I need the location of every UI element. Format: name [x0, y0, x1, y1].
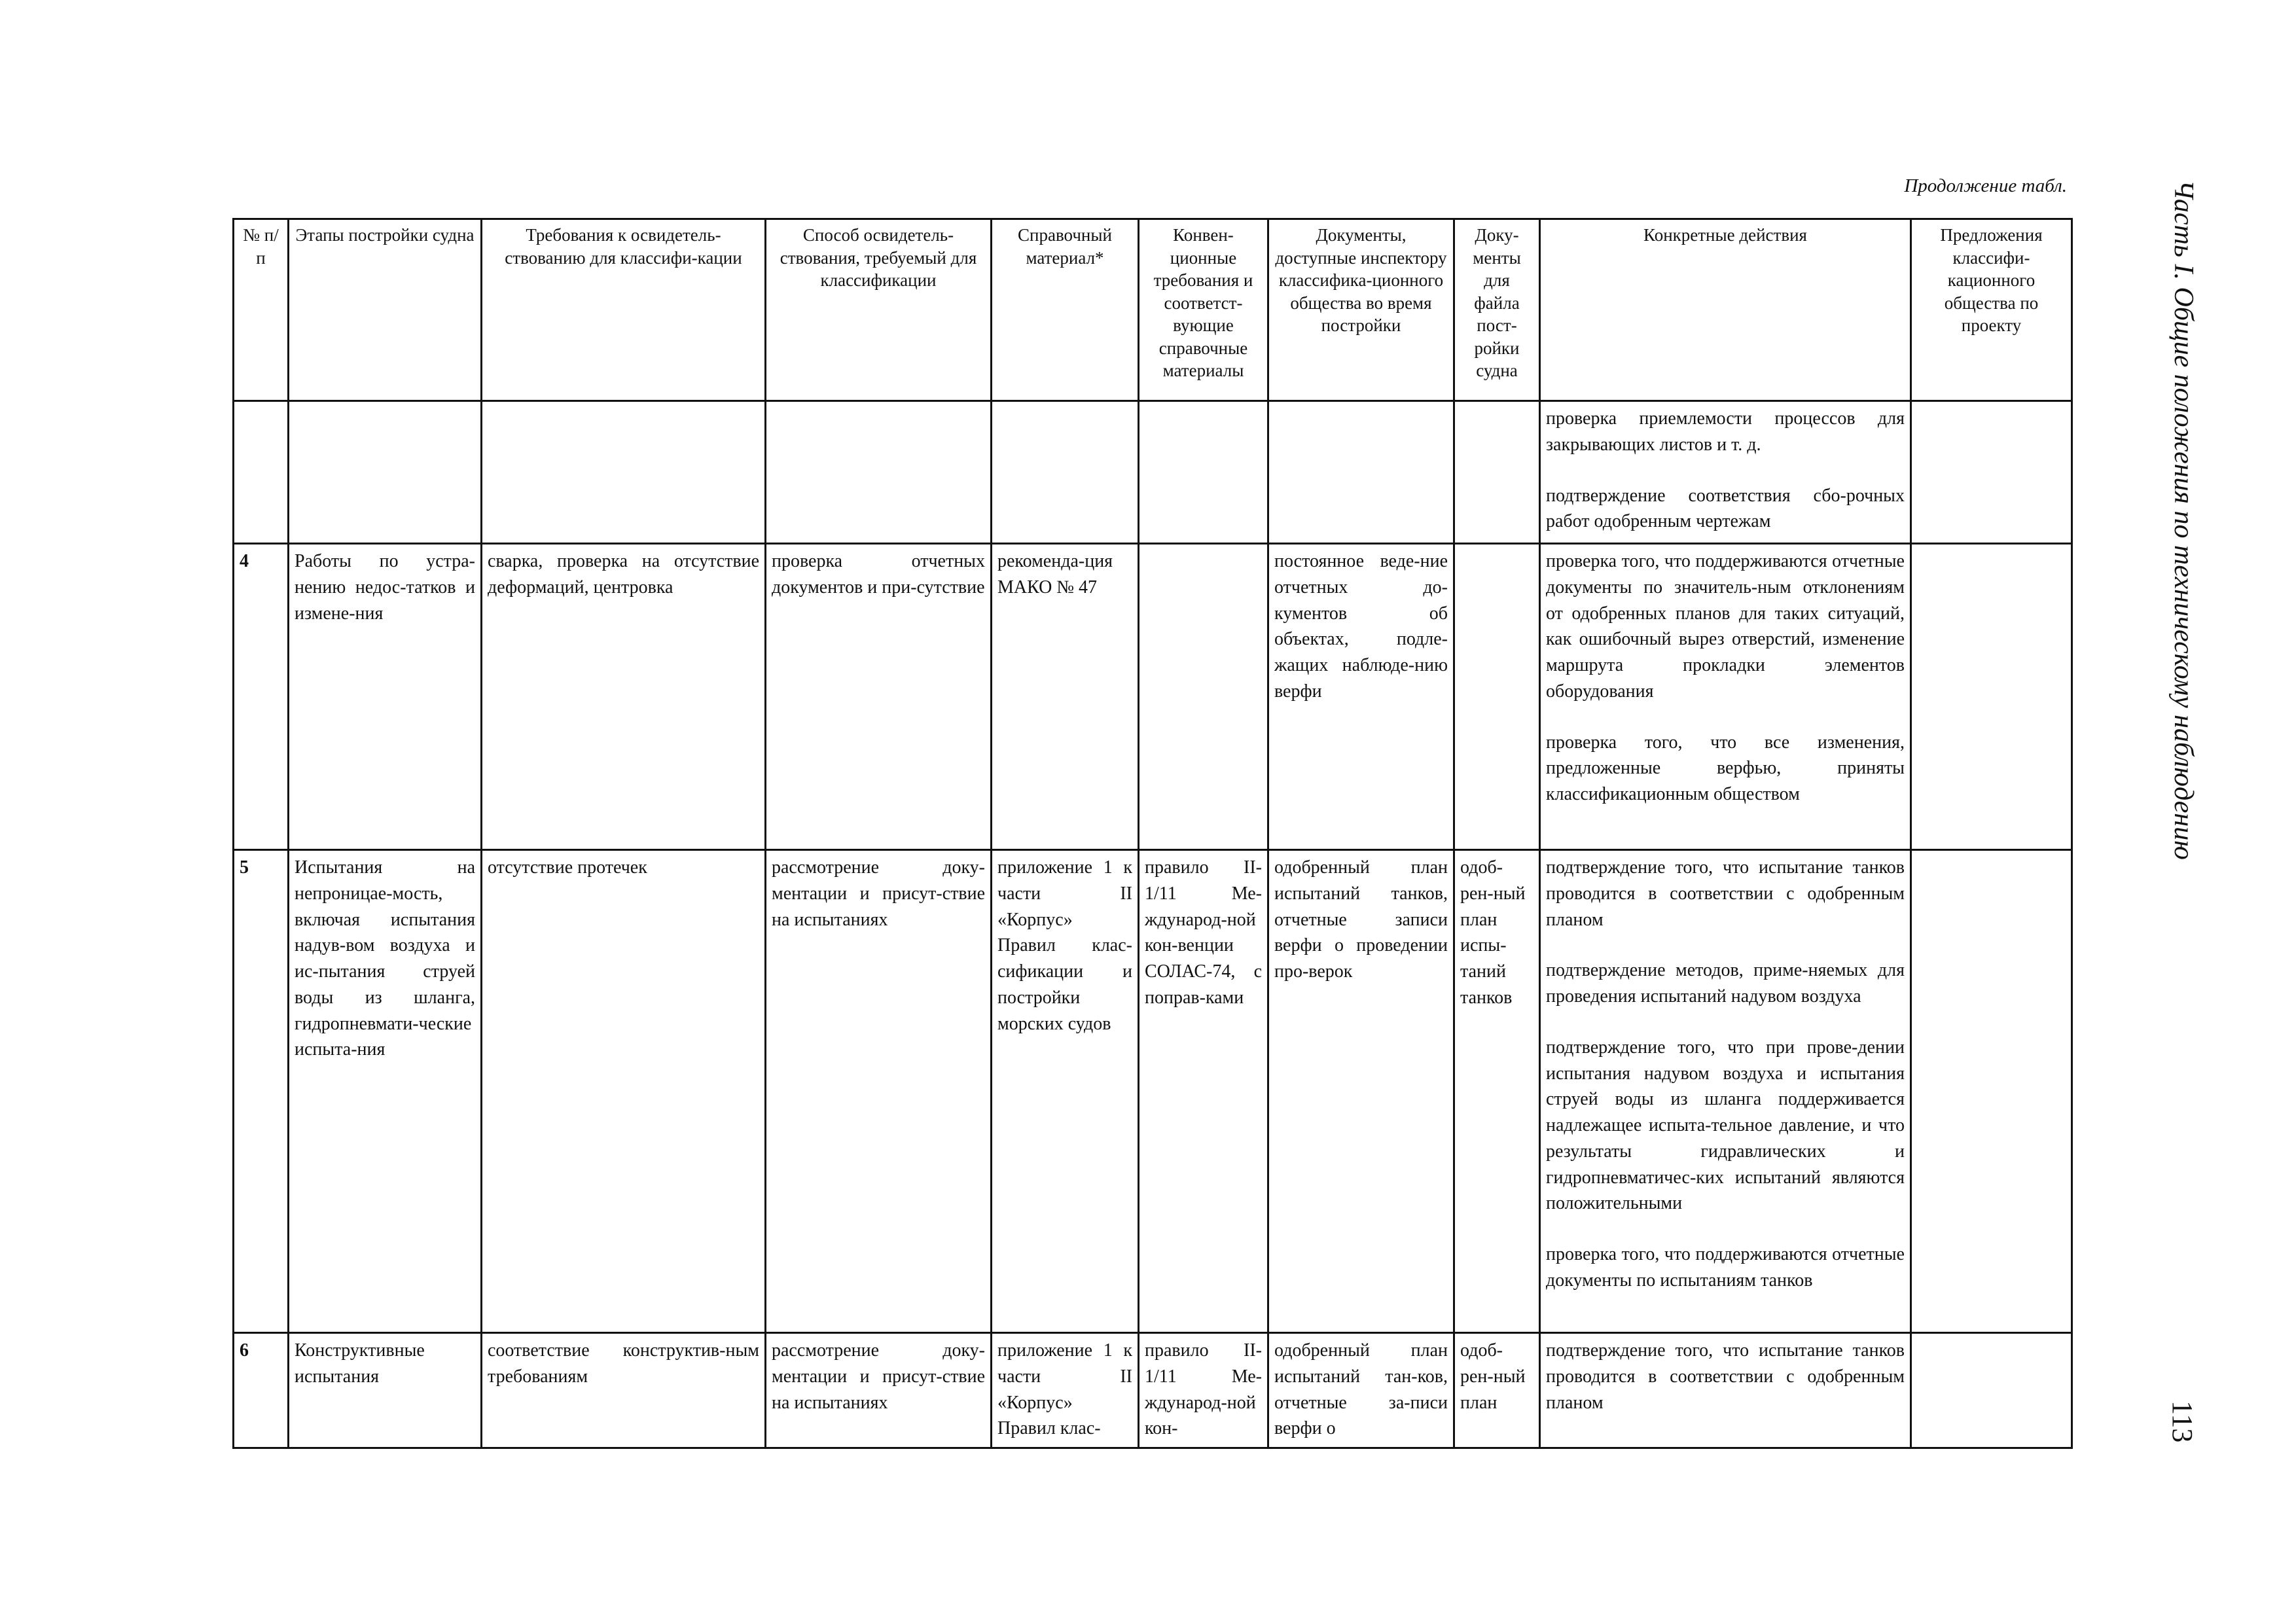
cell-proposals [1911, 401, 2072, 544]
cell-convention: правило II-1/11 Ме-ждународ-ной кон-венции СОЛАС-74, с поправ-ками [1139, 850, 1268, 1333]
cell-requirements: отсутствие протечек [482, 850, 766, 1333]
action-item: подтверждение того, что испытание танков проводится в соответствии с одобренным планом [1546, 1340, 1905, 1413]
header-convention: Конвен-ционные требования и соответст-вующие справочные материалы [1139, 219, 1268, 401]
action-item: подтверждение того, что испытание танков проводится в соответствии с одобренным планом [1546, 857, 1905, 930]
cell-requirements: соответствие конструктив-ным требованиям [482, 1333, 766, 1448]
cell-documents: одобренный план испытаний танков, отчетные записи верфи о проведении про-верок [1268, 850, 1454, 1333]
header-reference: Справочный материал* [992, 219, 1139, 401]
page-number: 113 [2166, 1400, 2198, 1443]
action-item: проверка того, что все изменения, предложенные верфью, приняты классификационным обществом [1546, 732, 1905, 804]
cell-actions [1540, 401, 1911, 544]
cell-documents: постоянное веде-ние отчетных до-кументов об объектах, подле-жащих наблюде-нию верфи [1268, 544, 1454, 850]
header-file-docs: Доку-менты для файла пост-ройки судна [1454, 219, 1540, 401]
header-stage: Этапы постройки судна [289, 219, 482, 401]
action-item: подтверждение методов, приме-няемых для проведения испытаний надувом воздуха [1546, 960, 1905, 1007]
cell-documents: одобренный план испытаний тан-ков, отчетные за-писи верфи о [1268, 1333, 1454, 1448]
cell-file-docs: одоб-рен-ный план испы-таний танков [1454, 850, 1540, 1333]
cell-actions [1540, 1333, 1911, 1448]
cell-stage: Конструктивные испытания [289, 1333, 482, 1448]
cell-method: рассмотрение доку-ментации и присут-ствие на испытаниях [766, 1333, 992, 1448]
cell-requirements [482, 401, 766, 544]
cell-method [766, 401, 992, 544]
survey-table [232, 218, 2073, 1449]
cell-reference [992, 401, 1139, 544]
cell-actions [1540, 544, 1911, 850]
header-method: Способ освидетель-ствования, требуемый для классификации [766, 219, 992, 401]
table-row [234, 544, 2072, 850]
header-actions: Конкретные действия [1540, 219, 1911, 401]
cell-proposals [1911, 850, 2072, 1333]
header-documents: Документы, доступные инспектору классифика-ционного общества во время постройки [1268, 219, 1454, 401]
cell-convention: правило II-1/11 Ме-ждународ-ной кон- [1139, 1333, 1268, 1448]
cell-reference: приложение 1 к части II «Корпус» Правил клас- [992, 1333, 1139, 1448]
cell-stage [289, 401, 482, 544]
header-requirements: Требования к освидетель-ствованию для классифи-кации [482, 219, 766, 401]
cell-num [234, 401, 289, 544]
cell-convention [1139, 544, 1268, 850]
cell-reference: рекоменда-ция МАКО № 47 [992, 544, 1139, 850]
cell-num: 4 [234, 544, 289, 850]
cell-stage: Работы по устра-нению недос-татков и измене-ния [289, 544, 482, 850]
table-row [234, 1333, 2072, 1448]
header-num: № п/п [234, 219, 289, 401]
action-item: проверка того, что поддерживаются отчетные документы по испытаниям танков [1546, 1244, 1905, 1291]
cell-documents [1268, 401, 1454, 544]
running-section-title: Часть I. Общие положения по техническому наблюдению [2168, 180, 2198, 860]
cell-method: рассмотрение доку-ментации и присут-ствие на испытаниях [766, 850, 992, 1333]
cell-num: 5 [234, 850, 289, 1333]
cell-actions [1540, 850, 1911, 1333]
cell-num: 6 [234, 1333, 289, 1448]
cell-method: проверка отчетных документов и при-сутствие [766, 544, 992, 850]
cell-proposals [1911, 544, 2072, 850]
header-proposals: Предложения классифи-кационного общества по проекту [1911, 219, 2072, 401]
action-item: подтверждение того, что при прове-дении испытания надувом воздуха и испытания струей воды из шланга поддерживается надлежащее испыта-тельное давление, и что результаты гидравлических и гидропневматичес-ких испытаний являются положительными [1546, 1037, 1905, 1214]
cell-proposals [1911, 1333, 2072, 1448]
table-header-row [234, 219, 2072, 401]
cell-file-docs [1454, 401, 1540, 544]
cell-convention [1139, 401, 1268, 544]
table-continuation-note: Продолжение табл. [1904, 175, 2067, 196]
action-item: проверка того, что поддерживаются отчетные документы по значитель-ным отклонениям от одобренных планов для таких ситуаций, как ошибочный вырез отверстий, изменение маршрута прокладки элементов оборудования [1546, 551, 1905, 702]
table-row [234, 850, 2072, 1333]
cell-requirements: сварка, проверка на отсутствие деформаций, центровка [482, 544, 766, 850]
action-item: подтверждение соответствия сбо-рочных работ одобренным чертежам [1546, 485, 1905, 532]
action-item: проверка приемлемости процессов для закрывающих листов и т. д. [1546, 408, 1905, 455]
cell-stage: Испытания на непроницае-мость, включая испытания надув-вом воздуха и ис-пытания струей воды из шланга, гидропневмати-ческие испыта-ния [289, 850, 482, 1333]
cell-file-docs [1454, 544, 1540, 850]
cell-reference: приложение 1 к части II «Корпус» Правил клас-сификации и постройки морских судов [992, 850, 1139, 1333]
table-row [234, 401, 2072, 544]
cell-file-docs: одоб-рен-ный план [1454, 1333, 1540, 1448]
